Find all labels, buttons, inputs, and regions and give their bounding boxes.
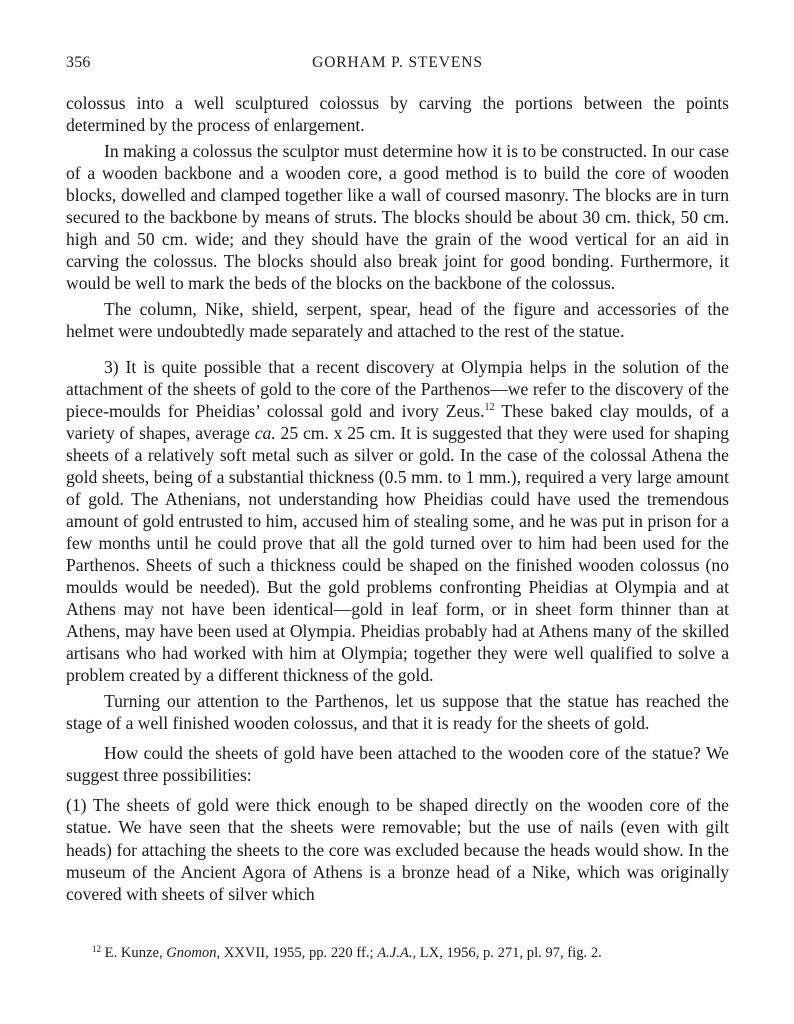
paragraph-olympia-discovery: 3) It is quite possible that a recent discovery at Olympia helps in the solution of the attachment of the sheets of gold to the core of the Parthenos—we refer to the discovery of the piece-moulds for Pheidias’ colossal gold and ivory Zeus.$^{12}$ These baked clay moulds, of a variety of shapes, average ca. 25 cm. x 25 cm. It is suggested that they were used for shaping sheets of a relatively soft metal such as silver or gold. In the case of the colossal Athena the gold sheets, being of a substantial thickness (0.5 mm. to 1 mm.), required a very large amount of gold. The Athenians, not understanding how Pheidias could have used the tremendous amount of gold entrusted to him, accused him of stealing some, and he was put in prison for a few months until he could prove that all the gold turned over to him had been used for the Parthenos. Sheets of such a thickness could be shaped on the finished wooden colossus (no moulds would be needed). But the gold problems confronting Pheidias at Olympia and at Athens may not have been identical—gold in leaf form, or in sheet form thinner than at Athens, may have been used at Olympia. Pheidias probably had at Athens many of the skilled artisans who had worked with him at Olympia; together they were well qualified to solve a problem created by a different thickness of the gold. (66, 356, 729, 686)
footnote-12: $^{12}$ E. Kunze, Gnomon, XXVII, 1955, pp. 220 ff.; A.J.A., LX, 1956, p. 271, pl. 97, fig. 2. (92, 944, 602, 961)
paragraph-possibility-one: (1) The sheets of gold were thick enough to be shaped directly on the wooden core of the statue. We have seen that the sheets were removable; but the use of nails (even with gilt heads) for attaching the sheets to the core was excluded because the heads would show. In the museum of the Ancient Agora of Athens is a bronze head of a Nike, which was originally covered with sheets of silver which (66, 795, 729, 904)
body-text (66, 92, 729, 905)
footnote-reference[interactable]: 12 (484, 401, 495, 413)
page-number: 356 (66, 54, 91, 71)
paragraph-parthenos-stage: Turning our attention to the Parthenos, let us suppose that the statue has reached the stage of a well finished wooden colossus, and that it is ready for the sheets of gold. (66, 691, 729, 734)
paragraph-question: How could the sheets of gold have been attached to the wooden core of the statue? We suggest three possibilities: (66, 743, 729, 786)
paragraph-continuation: colossus into a well sculptured colossus by carving the portions between the points determined by the process of enlargement. (66, 93, 729, 136)
footnote-number: 12 (92, 944, 101, 954)
paragraph-separate-parts: The column, Nike, shield, serpent, spear, head of the figure and accessories of the helmet were undoubtedly made separately and attached to the rest of the statue. (66, 299, 729, 342)
running-head: GORHAM P. STEVENS (312, 54, 483, 71)
page-header (66, 54, 729, 78)
paragraph-construction: In making a colossus the sculptor must determine how it is to be constructed. In our case of a wooden backbone and a wooden core, a good method is to build the core of wooden blocks, dowelled and clamped together like a wall of coursed masonry. The blocks are in turn secured to the backbone by means of struts. The blocks should be about 30 cm. thick, 50 cm. high and 50 cm. wide; and they should have the grain of the wood vertical for an aid in carving the colossus. The blocks should also break joint for good bonding. Furthermore, it would be well to mark the beds of the blocks on the backbone of the colossus. (66, 141, 729, 294)
